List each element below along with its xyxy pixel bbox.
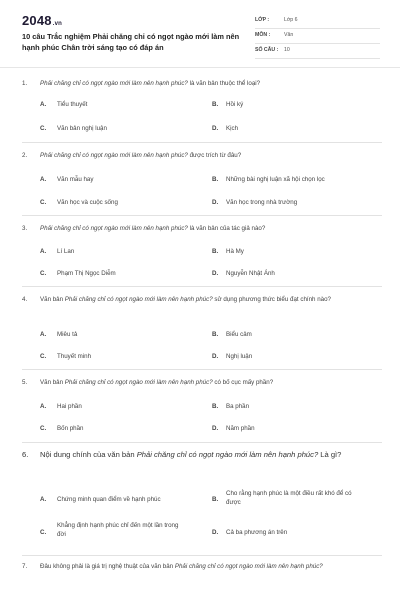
question-title-italic: Phải chăng chỉ có ngọt ngào mới làm nên hạnh phúc? <box>174 563 323 570</box>
question-post: Là gì? <box>318 450 342 459</box>
meta-label: MÔN : <box>255 32 271 38</box>
logo-text: 2048 <box>22 13 52 28</box>
meta-label: LỚP : <box>255 17 270 23</box>
option-key: B. <box>212 496 219 503</box>
option-text: Kịch <box>226 125 239 132</box>
question-post: là văn bản thuộc thể loại? <box>187 80 261 87</box>
question-number: 7. <box>22 563 28 570</box>
question-separator <box>22 142 382 143</box>
option-text: Nguyễn Nhật Ánh <box>226 270 275 277</box>
option-key: C. <box>40 353 47 360</box>
question-text <box>22 150 372 162</box>
option-key: C. <box>40 270 47 277</box>
meta-value: 10 <box>284 47 290 53</box>
question-title-italic: Phải chăng chỉ có ngọt ngào mới làm nên hạnh phúc? <box>40 225 188 232</box>
option-text: Lí Lan <box>57 248 75 255</box>
meta-info <box>255 14 380 59</box>
option-text: Bốn phần <box>57 425 84 432</box>
question-separator <box>22 442 382 443</box>
option-key: B. <box>212 403 219 410</box>
option-text: Văn học và cuộc sống <box>57 199 118 206</box>
question-separator <box>22 215 382 216</box>
question-post: sử dụng phương thức biểu đạt chính nào? <box>212 296 331 303</box>
question-number: 5. <box>22 379 28 386</box>
option-text: Miêu tả <box>57 331 78 338</box>
meta-row-subject <box>255 29 380 44</box>
option-text: Văn bản nghị luận <box>57 125 107 132</box>
option-text: Chứng minh quan điểm về hạnh phúc <box>57 496 161 503</box>
question-text <box>22 78 372 90</box>
meta-value: Văn <box>284 32 294 38</box>
question-number: 6. <box>22 450 29 459</box>
question-text <box>22 449 372 462</box>
question-number: 1. <box>22 80 28 87</box>
question-title-italic: Phải chăng chỉ có ngọt ngào mới làm nên hạnh phúc? <box>40 80 188 87</box>
question-pre: Đâu không phải là giá trị nghệ thuật của văn bản <box>40 563 175 570</box>
option-text: Năm phần <box>226 425 255 432</box>
option-key: C. <box>40 199 47 206</box>
question-number: 3. <box>22 225 28 232</box>
option-text: Tiểu thuyết <box>57 101 88 108</box>
option-text: Nghị luận <box>226 353 253 360</box>
meta-label: SỐ CÂU : <box>255 47 279 53</box>
option-key: A. <box>40 101 47 108</box>
option-key: D. <box>212 529 219 536</box>
option-text: Cho rằng hạnh phúc là một điều rất khó để có được <box>226 490 352 506</box>
option-text: Văn học trong nhà trường <box>226 199 298 206</box>
question-pre: Nội dung chính của văn bản <box>40 450 137 459</box>
question-post: được trích từ đâu? <box>187 152 242 159</box>
option-key: C. <box>40 529 47 536</box>
option-key: C. <box>40 425 47 432</box>
site-logo[interactable] <box>22 13 62 28</box>
option-text: Hà My <box>226 248 244 255</box>
option-key: D. <box>212 270 219 277</box>
question-separator <box>22 369 382 370</box>
question-separator <box>22 286 382 287</box>
option-key: A. <box>40 496 47 503</box>
option-key: D. <box>212 125 219 132</box>
question-pre: Văn bản <box>40 296 65 303</box>
option-key: C. <box>40 125 47 132</box>
option-key: A. <box>40 403 47 410</box>
logo-tld: .vn <box>52 21 63 27</box>
question-text <box>22 223 372 235</box>
question-title-italic: Phải chăng chỉ có ngọt ngào mới làm nên hạnh phúc? <box>40 152 188 159</box>
option-text: Văn mẫu hay <box>57 176 94 183</box>
option-key: D. <box>212 425 219 432</box>
page-title: 10 câu Trắc nghiệm Phải chăng chỉ có ngọt ngào mới làm nên hạnh phúc Chân trời sáng tạo có đáp án <box>22 32 240 52</box>
option-text: Phạm Thị Ngọc Diễm <box>57 270 116 277</box>
option-text: Những bài nghị luận xã hội chọn lọc <box>226 176 325 183</box>
question-post: có bố cục mấy phần? <box>212 379 274 386</box>
option-key: B. <box>212 176 219 183</box>
meta-value: Lớp 6 <box>284 17 298 23</box>
question-separator <box>22 555 382 556</box>
option-key: B. <box>212 101 219 108</box>
question-number: 4. <box>22 296 28 303</box>
page-header <box>0 0 400 64</box>
option-key: D. <box>212 199 219 206</box>
option-key: A. <box>40 176 47 183</box>
meta-row-count <box>255 44 380 59</box>
question-post: là văn bản của tác giả nào? <box>187 225 266 232</box>
option-key: B. <box>212 248 219 255</box>
option-text: Thuyết minh <box>57 353 92 360</box>
question-text <box>22 561 372 573</box>
option-key: A. <box>40 248 47 255</box>
option-text: Biểu cảm <box>226 331 252 338</box>
question-text <box>22 377 372 389</box>
option-text: Hồi ký <box>226 101 244 108</box>
option-text: Hai phần <box>57 403 82 410</box>
question-title-italic: Phải chăng chỉ có ngọt ngào mới làm nên hạnh phúc? <box>136 450 319 459</box>
question-number: 2. <box>22 152 28 159</box>
option-key: B. <box>212 331 219 338</box>
option-text: Cả ba phương án trên <box>226 529 288 536</box>
option-text: Ba phần <box>226 403 250 410</box>
question-text <box>22 294 372 306</box>
question-title-italic: Phải chăng chỉ có ngọt ngào mới làm nên hạnh phúc? <box>64 296 213 303</box>
question-title-italic: Phải chăng chỉ có ngọt ngào mới làm nên hạnh phúc? <box>64 379 213 386</box>
question-pre: Văn bản <box>40 379 65 386</box>
option-key: D. <box>212 353 219 360</box>
option-key: A. <box>40 331 47 338</box>
meta-row-class <box>255 14 380 29</box>
option-text: Khẳng định hạnh phúc chỉ đến một lần trong đời <box>57 522 179 538</box>
header-divider <box>0 67 400 68</box>
